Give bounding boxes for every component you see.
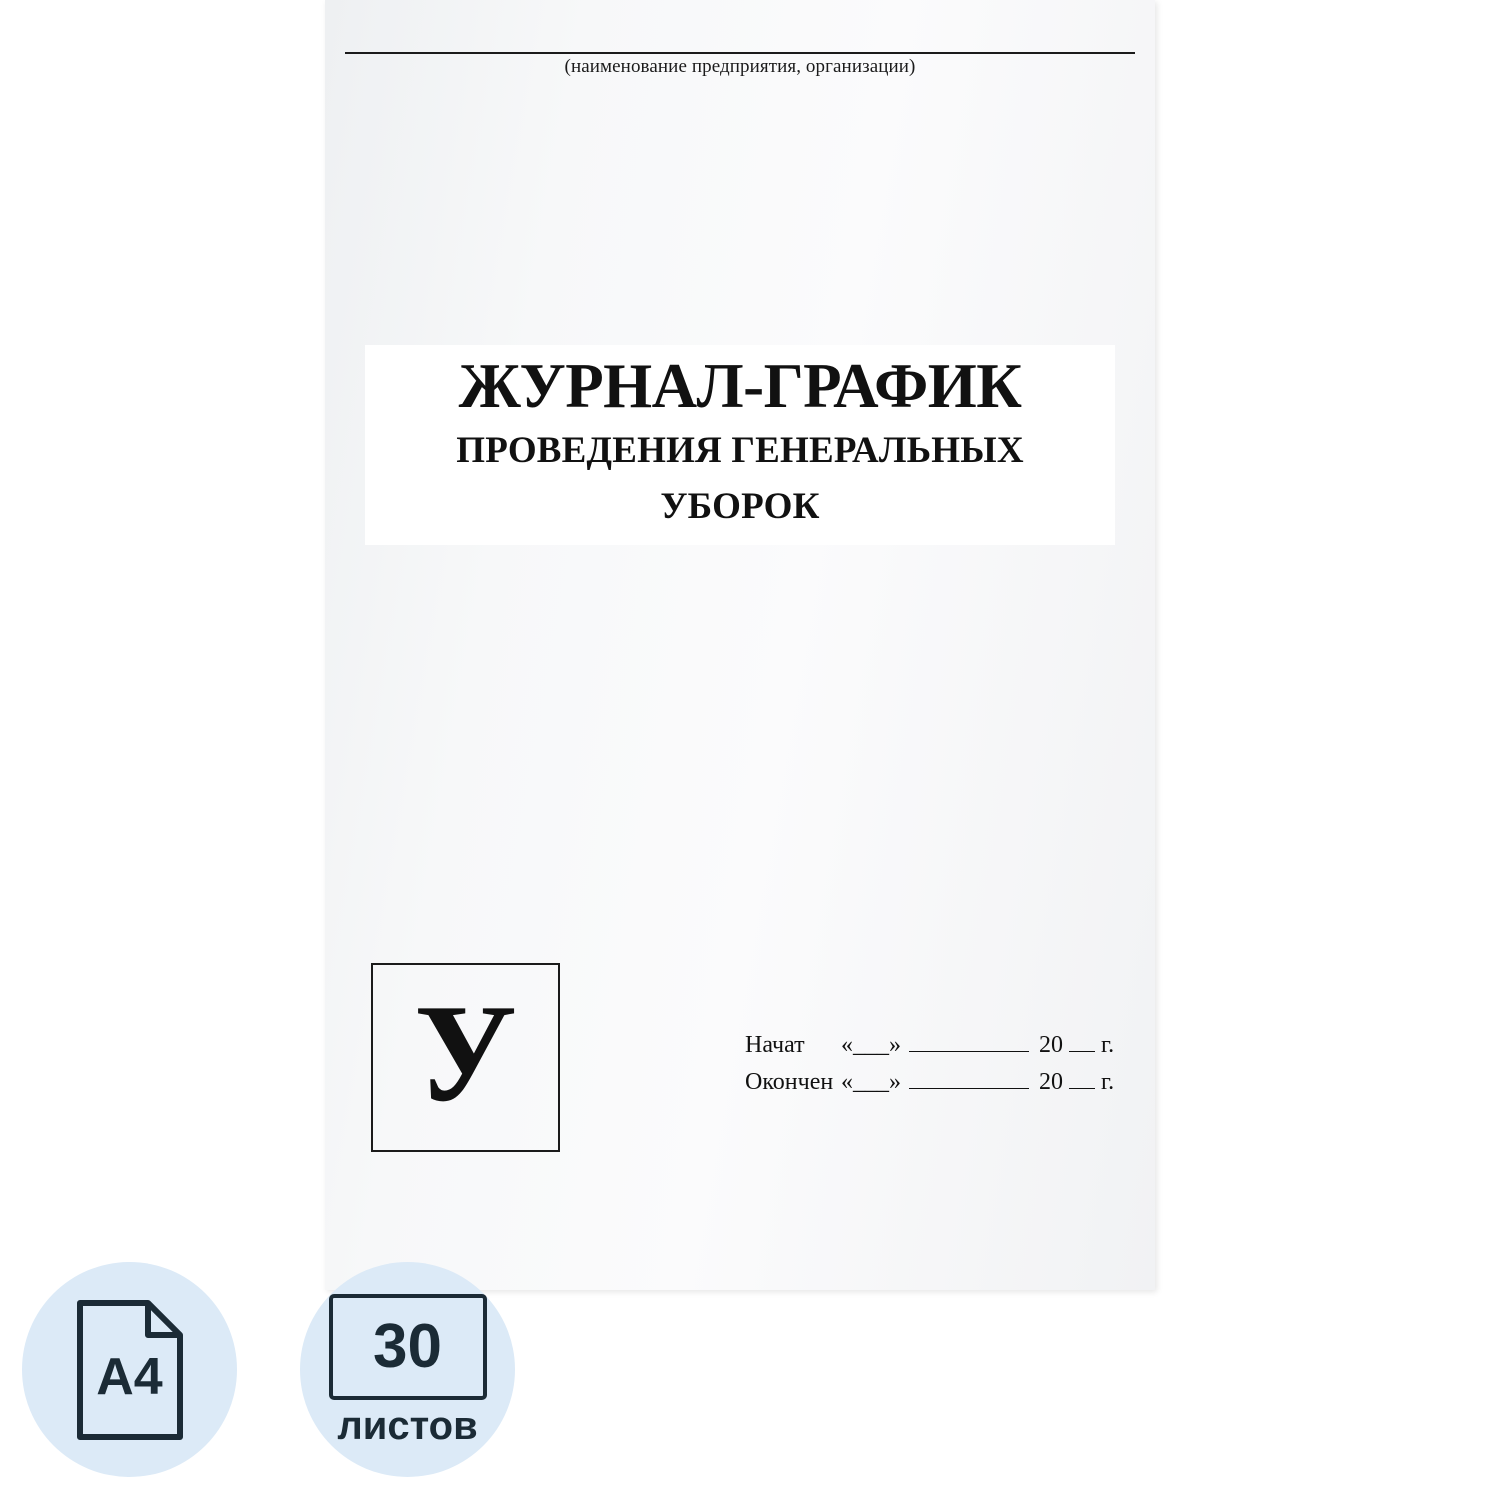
organization-name-caption: (наименование предприятия, организации) — [564, 56, 916, 77]
journal-cover — [325, 0, 1155, 1290]
page-subtitle-line-1: ПРОВЕДЕНИЯ ГЕНЕРАЛЬНЫХ — [456, 430, 1024, 471]
format-badge — [22, 1262, 237, 1477]
sheets-count: 30 — [373, 1311, 442, 1381]
page-subtitle-line-2: УБОРОК — [660, 486, 820, 528]
sheets-count-box — [329, 1294, 487, 1400]
start-year-suffix: г. — [1101, 1032, 1115, 1058]
cover-title-block — [365, 345, 1115, 545]
date-fields — [745, 1032, 1145, 1106]
end-date-row — [745, 1069, 1145, 1096]
letter-mark-box — [371, 963, 560, 1152]
end-year-blank — [1069, 1072, 1095, 1089]
document-page-icon — [74, 1299, 186, 1441]
sheets-badge — [300, 1262, 515, 1477]
start-month-blank — [909, 1035, 1029, 1052]
end-year-suffix: г. — [1101, 1069, 1115, 1095]
page-title: ЖУРНАЛ-ГРАФИК — [458, 351, 1022, 421]
organization-name-rule — [345, 52, 1135, 54]
end-year-prefix: 20 — [1039, 1069, 1063, 1095]
sheets-word: листов — [337, 1403, 478, 1448]
letter-mark: У — [414, 975, 517, 1131]
end-day-placeholder: «___» — [841, 1069, 901, 1095]
end-month-blank — [909, 1072, 1029, 1089]
sheets-badge-content — [329, 1294, 487, 1446]
end-date-label: Окончен — [745, 1069, 834, 1095]
start-year-blank — [1069, 1035, 1095, 1052]
start-year-prefix: 20 — [1039, 1032, 1063, 1058]
start-day-placeholder: «___» — [841, 1032, 901, 1058]
start-date-row — [745, 1032, 1145, 1059]
start-date-label: Начат — [745, 1032, 805, 1058]
format-label: А4 — [96, 1347, 163, 1406]
